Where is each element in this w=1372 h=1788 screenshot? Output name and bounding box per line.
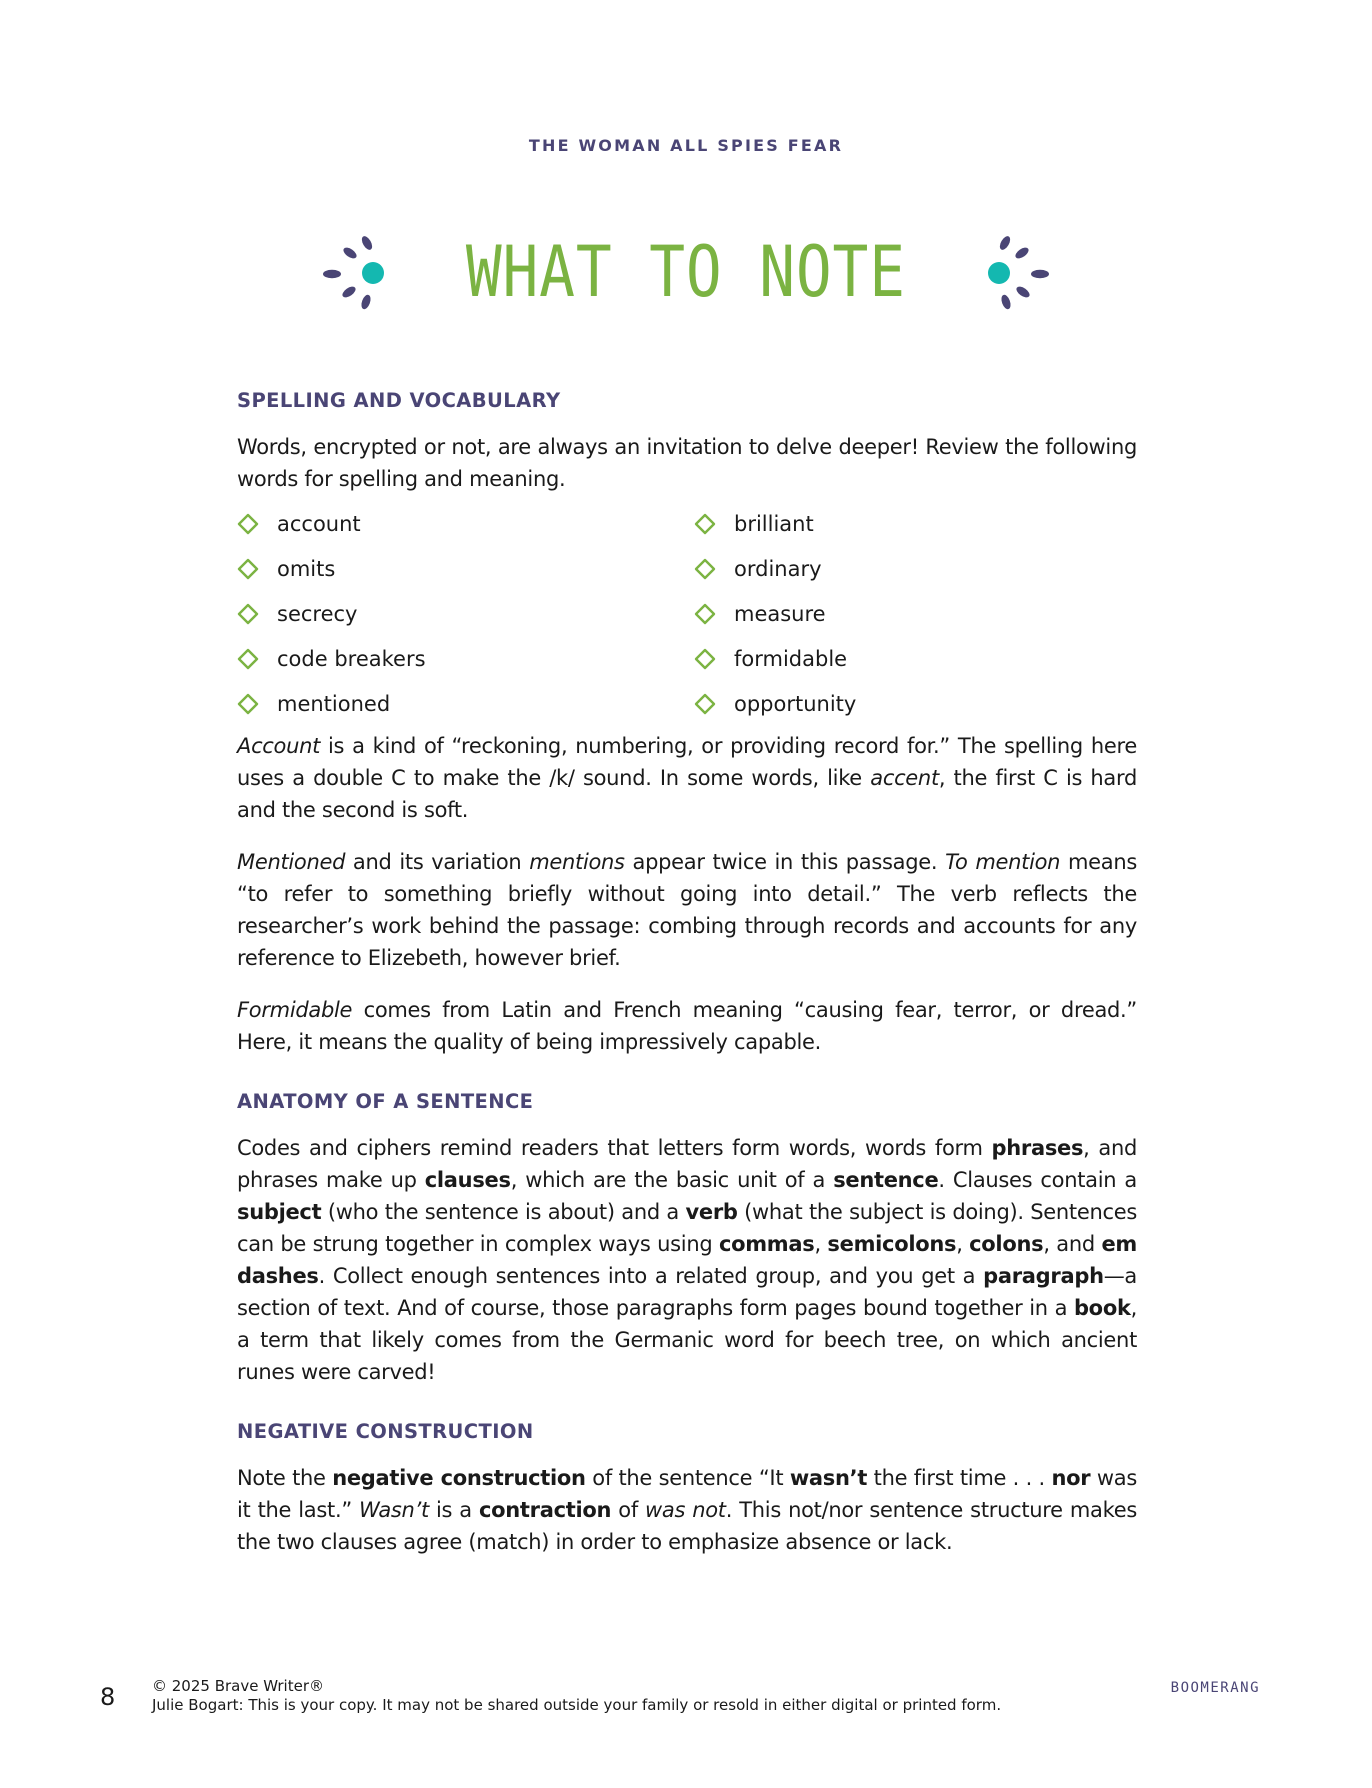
- diamond-bullet-icon: [694, 558, 716, 580]
- footer-copyright-block: [152, 1677, 1001, 1715]
- word-list: [237, 508, 1137, 720]
- running-title: THE WOMAN ALL SPIES FEAR: [528, 136, 844, 155]
- section-heading-spelling: SPELLING AND VOCABULARY: [237, 389, 561, 412]
- license-notice: Julie Bogart: This is your copy. It may not be shared outside your family or resold in either digital or printed form.: [152, 1696, 1002, 1714]
- list-item: [694, 553, 1137, 585]
- burst-left-icon: [319, 231, 389, 313]
- diamond-bullet-icon: [694, 693, 716, 715]
- paragraph-negative: Note the negative construction of the sentence “It wasn’t the first time . . . nor was it the last.” Wasn’t is a contraction of was not. This not/nor sentence structure makes the two clauses agree (match) in order to emphasize absence or lack.: [237, 1466, 1137, 1554]
- paragraph-formidable: Formidable comes from Latin and French meaning “causing fear, terror, or dread.” Here, it means the quality of being impressively capable.: [237, 998, 1137, 1054]
- section-heading-negative: NEGATIVE CONSTRUCTION: [237, 1420, 534, 1443]
- main-content: [237, 385, 1137, 1558]
- paragraph-anatomy: Codes and ciphers remind readers that letters form words, words form phrases, and phrases make up clauses, which are the basic unit of a sentence. Clauses contain a subject (who the sentence is about) and a verb (what the subject is doing). Sentences can be strung together in complex ways using commas, semicolons, colons, and em dashes. Collect enough sentences into a related group, and you get a paragraph—a section of text. And of course, those paragraphs form pages bound together in a book, a term that likely comes from the Germanic word for beech tree, on which ancient runes were carved!: [237, 1136, 1137, 1384]
- word-label: ordinary: [734, 557, 822, 581]
- paragraph-mentioned: Mentioned and its variation mentions appear twice in this passage. To mention means “to refer to something briefly without going into detail.” The verb reflects the researcher’s work behind the passage: combing through records and accounts for any reference to Elizebeth, however brief.: [237, 850, 1137, 970]
- page-number: 8: [100, 1683, 116, 1711]
- list-item: [237, 598, 694, 630]
- word-label: opportunity: [734, 692, 857, 716]
- list-item: [694, 643, 1137, 675]
- diamond-bullet-icon: [237, 558, 259, 580]
- copyright: © 2025 Brave Writer®: [152, 1677, 325, 1695]
- boomerang-logo: BOOMERANG: [1170, 1680, 1260, 1696]
- list-item: [237, 508, 694, 540]
- list-item: [694, 508, 1137, 540]
- word-label: brilliant: [734, 512, 814, 536]
- list-item: [237, 553, 694, 585]
- diamond-bullet-icon: [694, 603, 716, 625]
- list-item: [237, 643, 694, 675]
- word-label: measure: [734, 602, 826, 626]
- paragraph-account: Account is a kind of “reckoning, numbering, or providing record for.” The spelling here uses a double C to make the /k/ sound. In some words, like accent, the first C is hard and the second is soft.: [237, 734, 1137, 822]
- title-row: [0, 222, 1372, 322]
- word-label: secrecy: [277, 602, 358, 626]
- spelling-intro: Words, encrypted or not, are always an invitation to delve deeper! Review the following words for spelling and meaning.: [237, 435, 1137, 491]
- word-label: mentioned: [277, 692, 391, 716]
- diamond-bullet-icon: [237, 648, 259, 670]
- word-label: formidable: [734, 647, 848, 671]
- list-item: [694, 598, 1137, 630]
- diamond-bullet-icon: [694, 648, 716, 670]
- section-heading-anatomy: ANATOMY OF A SENTENCE: [237, 1090, 534, 1113]
- burst-right-icon: [983, 231, 1053, 313]
- diamond-bullet-icon: [694, 513, 716, 535]
- diamond-bullet-icon: [237, 603, 259, 625]
- diamond-bullet-icon: [237, 693, 259, 715]
- list-item: [694, 688, 1137, 720]
- list-item: [237, 688, 694, 720]
- word-label: code breakers: [277, 647, 426, 671]
- word-label: omits: [277, 557, 336, 581]
- diamond-bullet-icon: [237, 513, 259, 535]
- word-label: account: [277, 512, 361, 536]
- page-title: WHAT TO NOTE: [465, 231, 907, 313]
